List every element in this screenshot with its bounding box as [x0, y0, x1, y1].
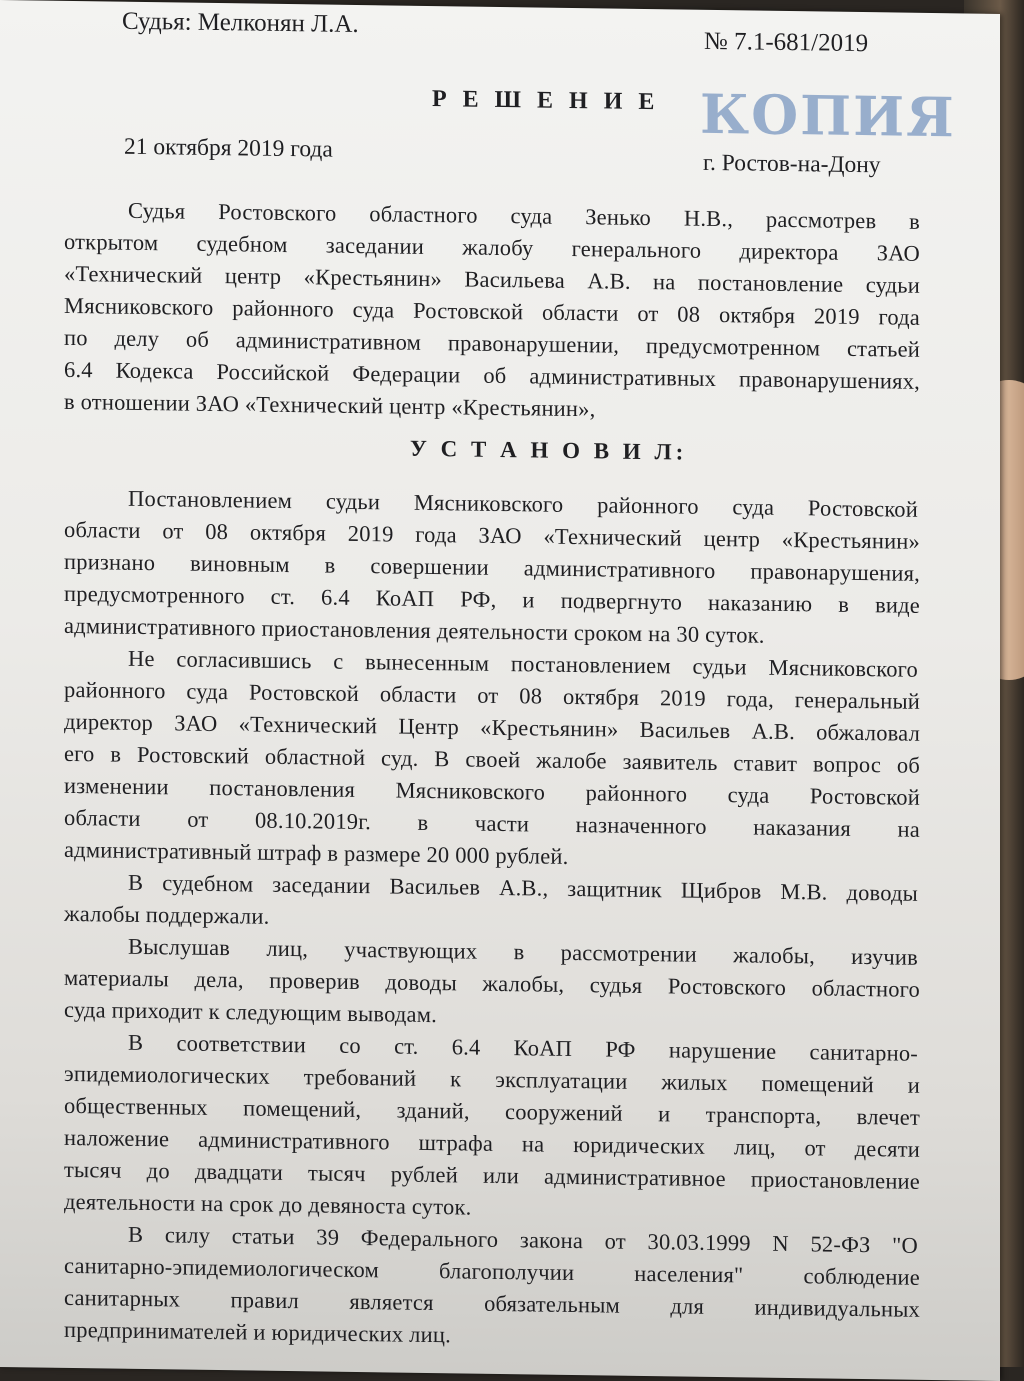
document-date: 21 октября 2019 года [124, 133, 333, 163]
text-line: признано виновным в совершении административного правонарушения, [64, 548, 920, 586]
text-line: открытом судебном заседании жалобу генерального директора ЗАО [64, 228, 920, 266]
document-city: г. Ростов-на-Дону [703, 149, 881, 179]
text-line: тысяч до двадцати тысяч рублей или административное приостановление [64, 1156, 920, 1194]
text-line: административный штраф в размере 20 000 рублей. [64, 836, 569, 869]
text-line: Выслушав лиц, участвующих в рассмотрении жалобы, изучив [128, 933, 918, 970]
text-line: области от 08.10.2019г. в части назначенного наказания на [64, 804, 920, 842]
text-line: его в Ростовский областной суд. В своей жалобе заявитель ставит вопрос об [64, 740, 920, 778]
text-line: общественных помещений, зданий, сооружений и транспорта, влечет [64, 1092, 920, 1130]
text-line: Не согласившись с вынесенным постановлением судьи Мясниковского [128, 645, 918, 682]
text-line: материалы дела, проверив доводы жалобы, судья Ростовского областного [64, 964, 920, 1002]
text-line: суда приходит к следующим выводам. [64, 996, 437, 1028]
text-line: административного приостановления деятельности сроком на 30 суток. [64, 612, 765, 648]
text-line: изменении постановления Мясниковского районного суда Ростовской [64, 772, 920, 810]
text-line: В судебном заседании Васильев А.В., защитник Щибров М.В. доводы [128, 869, 918, 906]
text-line: В соответствии со ст. 6.4 КоАП РФ нарушение санитарно- [128, 1029, 918, 1066]
text-line: районного суда Ростовской области от 08 октября 2019 года, генеральный [64, 676, 920, 714]
text-line: деятельности на срок до девяноста суток. [64, 1188, 472, 1220]
text-line: «Технический центр «Крестьянин» Васильева А.В. на постановление судьи [64, 260, 920, 298]
case-number: № 7.1-681/2019 [704, 27, 869, 58]
judge-name: Судья: Мелконян Л.А. [122, 7, 359, 39]
text-line: 6.4 Кодекса Российской Федерации об административных правонарушениях, [64, 356, 920, 394]
text-line: области от 08 октября 2019 года ЗАО «Технический центр «Крестьянин» [64, 516, 920, 554]
section-heading: У С Т А Н О В И Л: [410, 435, 688, 465]
text-line: В силу статьи 39 Федерального закона от 30.03.1999 N 52-ФЗ "О [128, 1221, 918, 1258]
text-line: по делу об административном правонарушении, предусмотренном статьей [64, 324, 920, 362]
text-line: санитарных правил является обязательным для индивидуальных [64, 1284, 920, 1322]
text-line: Постановлением судьи Мясниковского районного суда Ростовской [128, 485, 918, 522]
text-line: в отношении ЗАО «Технический центр «Крестьянин», [64, 388, 596, 422]
text-line: наложение административного штрафа на юридических лиц, от десяти [64, 1124, 920, 1162]
text-line: предпринимателей и юридических лиц. [64, 1316, 451, 1348]
copy-stamp: КОПИЯ [700, 81, 956, 150]
text-line: Мясниковского районного суда Ростовской области от 08 октября 2019 года [64, 292, 920, 330]
text-line: директор ЗАО «Технический Центр «Крестьянин» Васильев А.В. обжаловал [64, 708, 920, 746]
text-line: предусмотренного ст. 6.4 КоАП РФ, и подвергнуто наказанию в виде [64, 580, 920, 618]
text-line: санитарно-эпидемиологическом благополучии населения" соблюдение [64, 1252, 920, 1290]
text-line: жалобы поддержали. [64, 900, 270, 929]
text-line: Судья Ростовского областного суда Зенько Н.В., рассмотрев в [128, 197, 920, 234]
document-title: Р Е Ш Е Н И Е [432, 86, 660, 116]
text-line: эпидемиологических требований к эксплуатации жилых помещений и [64, 1060, 920, 1098]
